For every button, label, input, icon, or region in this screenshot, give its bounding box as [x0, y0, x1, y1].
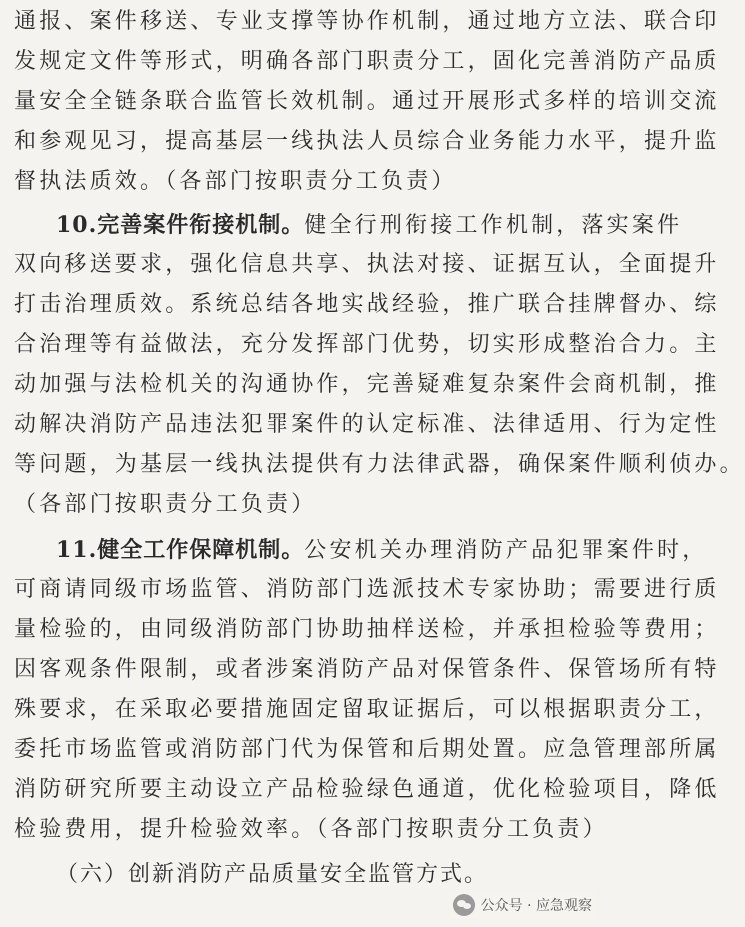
text-line: 委托市场监管或消防部门代为保管和后期处置。应急管理部所属: [14, 737, 720, 762]
text-line: 督执法质效。（各部门按职责分工负责）: [14, 169, 457, 194]
text-line: 动解决消防产品违法犯罪案件的认定标准、法律适用、行为定性: [14, 412, 720, 437]
section-10-lead-text: 健全行刑衔接工作机制，落实案件: [304, 213, 683, 238]
text-line: 动加强与法检机关的沟通协作，完善疑难复杂案件会商机制，推: [14, 372, 720, 397]
text-line: 合治理等有益做法，充分发挥部门优势，切实形成整治合力。主: [14, 332, 720, 357]
section-10-heading: 10.完善案件衔接机制。: [56, 212, 305, 238]
text-line: （各部门按职责分工负责）: [14, 492, 317, 517]
text-line: 通报、案件移送、专业支撑等协作机制，通过地方立法、联合印: [14, 9, 720, 34]
text-line: 检验费用，提升检验效率。（各部门按职责分工负责）: [14, 817, 608, 842]
watermark: [449, 891, 596, 919]
section-10-first-line: [56, 205, 683, 245]
text-line: 发规定文件等形式，明确各部门职责分工，固化完善消防产品质: [14, 49, 720, 74]
text-line: 量检验的，由同级消防部门协助抽样送检，并承担检验等费用；: [14, 617, 720, 642]
wechat-icon: [453, 894, 475, 916]
section-11-first-line: [56, 530, 708, 570]
text-line: 可商请同级市场监管、消防部门选派技术专家协助；需要进行质: [14, 577, 720, 602]
section-11-heading: 11.健全工作保障机制。: [56, 537, 305, 563]
watermark-text: 公众号 · 应急观察: [480, 898, 592, 914]
text-line: 等问题，为基层一线执法提供有力法律武器，确保案件顺利侦办。: [14, 452, 745, 477]
text-line: 因客观条件限制，或者涉案消防产品对保管条件、保管场所有特: [14, 657, 720, 682]
text-line: 消防研究所要主动设立产品检验绿色通道，优化检验项目，降低: [14, 777, 720, 802]
text-line: 双向移送要求，强化信息共享、执法对接、证据互认，全面提升: [14, 252, 720, 277]
section-6-heading: （六）创新消防产品质量安全监管方式。: [56, 862, 489, 887]
section-11-lead-text: 公安机关办理消防产品犯罪案件时，: [304, 538, 708, 563]
text-line: 打击治理质效。系统总结各地实战经验，推广联合挂牌督办、综: [14, 292, 720, 317]
text-line: 和参观见习，提高基层一线执法人员综合业务能力水平，提升监: [14, 129, 720, 154]
text-line: 量安全全链条联合监管长效机制。通过开展形式多样的培训交流: [14, 89, 720, 114]
text-line: 殊要求，在采取必要措施固定留取证据后，可以根据职责分工，: [14, 697, 720, 722]
